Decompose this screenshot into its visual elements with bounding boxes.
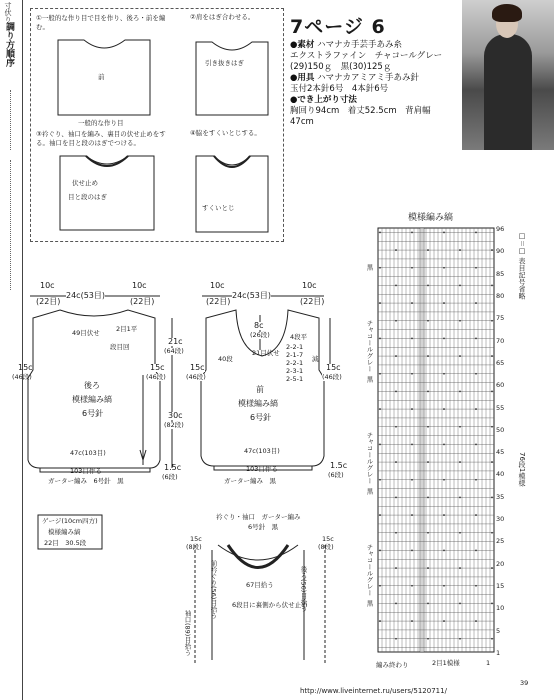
chart-stitch-mark [395, 426, 397, 428]
neckband-pick-back: 後ろ(56)目拾う [299, 566, 308, 612]
chart-row-label: 5 [496, 626, 501, 635]
chart-row-note: 76段1模様 [518, 452, 526, 487]
chart-stitch-mark [443, 550, 445, 552]
chart-stitch-mark [459, 638, 461, 640]
chart-stitch-mark [395, 391, 397, 393]
step3-label-1: 伏せ止め [72, 179, 98, 187]
chart-stitch-mark [475, 302, 477, 304]
chart-stitch-mark [411, 232, 413, 234]
chart-stitch-mark [427, 391, 429, 393]
chart-stitch-mark [411, 302, 413, 304]
chart-stitch-mark [427, 638, 429, 640]
chart-stitch-mark [379, 550, 381, 552]
chart-stitch-mark [395, 249, 397, 251]
chart-stitch-mark [475, 514, 477, 516]
page-title: 7ページ 6 [290, 16, 386, 38]
chart-stitch-mark [475, 267, 477, 269]
front-neck: 8c [254, 321, 264, 330]
back-side-left-sub: (46段) [12, 373, 32, 381]
chart-bottom-mid: 2目1模様 [432, 659, 460, 667]
neckband-pick-front: 前衿ぐり(56)目拾う [209, 560, 218, 619]
chart-row-label: 1 [496, 649, 501, 657]
chart-stitch-mark [443, 302, 445, 304]
chart-stitch-mark [379, 620, 381, 622]
chart-stitch-mark [475, 550, 477, 552]
front-d2: 2-1-7 [286, 351, 304, 359]
front-d1: 2-2-1 [286, 343, 304, 351]
front-d3: 2-2-1 [286, 359, 304, 367]
chart-stitch-mark [411, 550, 413, 552]
chart-stitch-mark [427, 285, 429, 287]
chart-stitch-mark [427, 497, 429, 499]
back-pattern: 模様編み縞 [72, 395, 112, 404]
neckband-rows: 67目拾う [246, 581, 274, 589]
front-w-left: 10c [210, 281, 225, 290]
back-needle: 6号針 [82, 409, 104, 418]
step-4-text: ④脇をすくいとじする。 [190, 129, 261, 137]
watermark: http://www.liveinternet.ru/users/5120711/ [300, 687, 447, 695]
front-bottom-width: 47c(103目) [244, 447, 280, 455]
front-side-left: 15c [190, 363, 205, 372]
chart-row-label: 40 [496, 470, 505, 479]
gauge-title: ゲージ(10cm四方) [42, 517, 98, 525]
back-h1-sub: (64段) [164, 347, 184, 355]
step3-label-2: 目と段のはぎ [68, 193, 107, 201]
chart-stitch-mark [459, 426, 461, 428]
back-side-left: 15c [18, 363, 33, 372]
chart-stitch-mark [491, 567, 493, 569]
chart-stitch-mark [491, 320, 493, 322]
chart-row-label: 75 [496, 314, 505, 323]
chart-row-label: 20 [496, 559, 505, 568]
chart-stitch-mark [411, 514, 413, 516]
chart-stitch-mark [379, 373, 381, 375]
step1-front-label: 前 [98, 73, 105, 81]
neckband-armhole: 袖口(89)目拾う [183, 610, 192, 656]
chart-stitch-mark [491, 391, 493, 393]
size-line-2: 47cm [290, 117, 314, 127]
chart-stitch-mark [443, 479, 445, 481]
chart-stitch-mark [443, 373, 445, 375]
back-w-right: 10c [132, 281, 147, 290]
chart-bottom-right: 1 [486, 659, 491, 667]
chart-stitch-mark [443, 444, 445, 446]
back-garter: ガーター編み 6号針 黒 [48, 477, 124, 485]
chart-stitch-mark [459, 603, 461, 605]
front-neck-rows: 21目伏せ [252, 349, 280, 357]
front-side-right: 15c [326, 363, 341, 372]
front-h3-sub: (6段) [328, 471, 344, 479]
chart-stitch-mark [443, 514, 445, 516]
chart-stitch-mark [459, 355, 461, 357]
chart-stitch-mark [459, 320, 461, 322]
chart-row-label: 15 [496, 582, 505, 591]
chart-stitch-mark [379, 585, 381, 587]
step2-label: 引き抜きはぎ [205, 59, 244, 67]
page-number: 39 [520, 679, 529, 687]
materials-line-2: エクストラファイン チャコールグレー [290, 51, 443, 61]
chart-row-label: 60 [496, 381, 505, 390]
chart-color-label: 黒 [365, 376, 374, 383]
chart-row-label: 50 [496, 425, 505, 434]
chart-row-label: 30 [496, 515, 505, 524]
chart-stitch-mark [459, 532, 461, 534]
neckband-w1-sub: (8段) [186, 543, 202, 551]
chart-stitch-mark [379, 267, 381, 269]
front-side-right-sub: (46段) [322, 373, 342, 381]
chart-stitch-mark [427, 426, 429, 428]
back-h3-sub: (6段) [162, 473, 178, 481]
chart-stitch-mark [379, 514, 381, 516]
chart-stitch-mark [475, 408, 477, 410]
chart-stitch-mark [395, 355, 397, 357]
chart-stitch-mark [379, 444, 381, 446]
chart-stitch-mark [379, 338, 381, 340]
size-label: ●でき上がり寸法 [290, 95, 357, 105]
chart-stitch-mark [475, 444, 477, 446]
chart-row-label: 35 [496, 492, 505, 501]
chart-stitch-mark [379, 479, 381, 481]
front-decr: 4段平 [290, 333, 308, 341]
chart-row-label: 45 [496, 448, 505, 457]
gauge-line-2: 22目 30.5段 [44, 539, 87, 547]
chart-stitch-mark [427, 461, 429, 463]
chart-stitch-mark [395, 497, 397, 499]
chart-stitch-mark [427, 532, 429, 534]
front-pattern: 模様編み縞 [238, 399, 278, 408]
back-neck-rows: 49目伏せ [72, 329, 100, 337]
materials-block [290, 40, 460, 128]
chart-row-label: 25 [496, 537, 505, 546]
front-rows40: 40段 [218, 355, 233, 363]
chart-stitch-mark [379, 232, 381, 234]
chart-stitch-mark [491, 249, 493, 251]
tools-label: ●用具 [290, 73, 315, 83]
chart-row-label: 10 [496, 604, 505, 613]
chart-stitch-mark [443, 338, 445, 340]
chart-stitch-mark [443, 267, 445, 269]
chart-stitch-mark [459, 391, 461, 393]
chart-color-label: チャコールグレー [365, 544, 374, 596]
chart-stitch-mark [491, 285, 493, 287]
chart-row-label: 65 [496, 358, 505, 367]
chart-stitch-mark [395, 532, 397, 534]
chart-stitch-mark [475, 338, 477, 340]
chart-stitch-mark [475, 373, 477, 375]
back-bottom-width: 47c(103目) [70, 449, 106, 457]
chart-stitch-mark [491, 638, 493, 640]
chart-stitch-mark [379, 408, 381, 410]
chart-legend: □＝□ 表目記号省略 [518, 232, 526, 300]
back-decr2: 段目回 [110, 343, 130, 351]
step-1-text: ①一般的な作り目で目を作り、後ろ・前を編む。 [36, 14, 166, 31]
chart-stitch-mark [475, 232, 477, 234]
chart-stitch-mark [491, 461, 493, 463]
back-w-left: 10c [40, 281, 55, 290]
chart-stitch-mark [427, 603, 429, 605]
chart-row-label: 85 [496, 269, 505, 278]
chart-stitch-mark [411, 444, 413, 446]
tools-line-2: 玉付2本針6号 4本針6号 [290, 84, 389, 94]
chart-stitch-mark [395, 320, 397, 322]
front-side-left-sub: (46段) [186, 373, 206, 381]
chart-stitch-mark [443, 585, 445, 587]
chart-stitch-mark [443, 620, 445, 622]
front-side-decr: 減 [312, 355, 319, 363]
chart-stitch-mark [459, 567, 461, 569]
chart-stitch-mark [411, 585, 413, 587]
front-d5: 2-5-1 [286, 375, 304, 383]
materials-line-1: ハマナカ手芸手あみ糸 [317, 40, 402, 50]
front-w-mid: 24c(53目) [232, 291, 271, 300]
front-body-label: 前 [256, 385, 264, 394]
chart-stitch-mark [443, 408, 445, 410]
chart-stitch-mark [427, 567, 429, 569]
back-h2-sub: (82段) [164, 421, 184, 429]
chart-stitch-mark [411, 338, 413, 340]
front-h3: 1.5c [330, 461, 348, 470]
chart-stitch-mark [459, 461, 461, 463]
step4-label: すくいとじ [202, 204, 235, 212]
chart-bottom-left: 編み終わり [376, 661, 409, 669]
chart-stitch-mark [427, 249, 429, 251]
chart-color-label: 黒 [365, 488, 374, 495]
chart-stitch-mark [475, 620, 477, 622]
chart-stitch-mark [411, 408, 413, 410]
model-photo [462, 0, 554, 150]
chart-stitch-mark [411, 620, 413, 622]
chart-color-label: チャコールグレー [365, 432, 374, 484]
front-w-right-sub: (22目) [300, 297, 325, 306]
sidebar-subtitle: 寸伏り [4, 2, 12, 23]
neckband-w1: 15c [190, 535, 202, 543]
neckband-needle: 6号針 黒 [248, 523, 279, 531]
neckband-title: 衿ぐり・袖口 ガーター編み [216, 513, 301, 521]
back-body-label: 後ろ [84, 381, 100, 390]
chart-stitch-mark [459, 249, 461, 251]
front-d4: 2-3-1 [286, 367, 304, 375]
step1-bottom-label: 一般的な作り目 [78, 119, 124, 127]
back-side-right: 15c [150, 363, 165, 372]
chart-stitch-mark [395, 461, 397, 463]
chart-row-label: 90 [496, 247, 505, 256]
front-needle: 6号針 [250, 413, 272, 422]
back-w-mid: 24c(53目) [66, 291, 105, 300]
chart-stitch-mark [491, 603, 493, 605]
chart-row-label: 96 [496, 225, 505, 233]
chart-stitch-mark [475, 479, 477, 481]
back-h3: 1.5c [164, 463, 182, 472]
chart-stitch-mark [395, 638, 397, 640]
chart-stitch-mark [443, 232, 445, 234]
chart-stitch-mark [379, 302, 381, 304]
front-w-right: 10c [302, 281, 317, 290]
front-cast-on: 103目作る [246, 465, 278, 473]
back-h1: 21c [168, 337, 183, 346]
front-w-left-sub: (22目) [206, 297, 231, 306]
chart-stitch-mark [411, 479, 413, 481]
chart-stitch-mark [491, 497, 493, 499]
chart-stitch-mark [459, 285, 461, 287]
back-w-left-sub: (22目) [36, 297, 61, 306]
neckband-thick [228, 545, 288, 568]
chart-stitch-mark [427, 355, 429, 357]
neckband-w2-sub: (8段) [318, 543, 334, 551]
back-cast-on: 103目作る [70, 467, 102, 475]
chart-stitch-mark [411, 267, 413, 269]
chart-color-label: チャコールグレー [365, 320, 374, 372]
chart-color-label: 黒 [365, 600, 374, 607]
chart-stitch-mark [395, 603, 397, 605]
chart-stitch-mark [491, 532, 493, 534]
chart-row-label: 80 [496, 291, 505, 300]
tools-line-1: ハマナカアミアミ手あみ針 [317, 73, 419, 83]
step-3-text: ③衿ぐり、袖口を編み、裏目の伏せ止めをする。袖口を目と段のはぎでつける。 [36, 130, 166, 147]
step2-shape [196, 42, 268, 115]
neckband-w2: 15c [322, 535, 334, 543]
chart-stitch-mark [411, 373, 413, 375]
materials-label: ●素材 [290, 40, 315, 50]
chart-row-label: 70 [496, 336, 505, 345]
back-side-right-sub: (46段) [146, 373, 166, 381]
chart-stitch-mark [395, 567, 397, 569]
chart-stitch-mark [459, 497, 461, 499]
chart-stitch-mark [427, 320, 429, 322]
chart-stitch-mark [491, 355, 493, 357]
chart-row-label: 55 [496, 403, 505, 412]
chart-stitch-mark [491, 426, 493, 428]
back-decr: 2目1平 [116, 325, 138, 333]
neckband-note: 6段目に裏側から伏せ止め [232, 601, 308, 609]
gauge-line-1: 模様編み縞 [48, 528, 81, 536]
front-neck-sub: (26段) [250, 331, 270, 339]
sidebar-title: 調り方順序 [4, 22, 14, 67]
back-w-right-sub: (22目) [130, 297, 155, 306]
chart-title: 模様編み縞 [408, 213, 454, 223]
materials-line-3: (29)150ｇ 黒(30)125ｇ [290, 62, 392, 72]
chart-stitch-mark [395, 285, 397, 287]
chart-color-label: 黒 [365, 264, 374, 271]
photo-hair [492, 4, 522, 22]
back-h2: 30c [168, 411, 183, 420]
size-line-1: 胸回り94cm 着丈52.5cm 背肩幅 [290, 106, 431, 116]
photo-figure [484, 34, 532, 150]
front-garter: ガーター編み 黒 [224, 477, 276, 485]
step-2-text: ②肩をはぎ合わせる。 [190, 13, 255, 21]
knitting-chart-grid [378, 228, 494, 652]
chart-stitch-mark [475, 585, 477, 587]
